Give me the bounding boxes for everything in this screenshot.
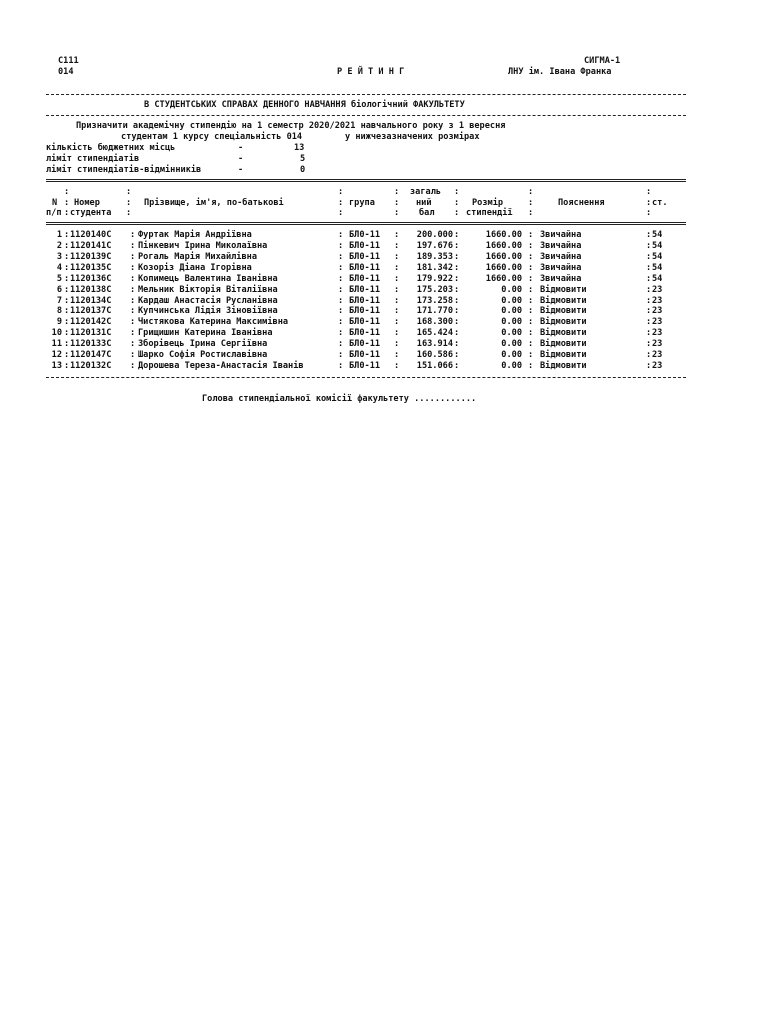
student-id: 1120138С	[70, 284, 112, 295]
scholarship-amount: 1660.00	[485, 230, 522, 241]
row-number: 10	[51, 328, 62, 339]
left-code-2: 014	[58, 66, 74, 77]
column-total-1: загаль	[410, 186, 442, 197]
student-name: Купчинська Лідія Зіновіївна	[138, 306, 278, 317]
scholarship-amount: 1660.00	[485, 252, 522, 263]
scholarship-amount: 0.00	[501, 306, 522, 317]
column-group: група	[349, 197, 375, 208]
header-line-1	[46, 56, 686, 67]
table-header-row-1: : : : : загаль : : :	[64, 186, 652, 197]
decision-note: Звичайна	[540, 273, 582, 284]
student-group: БЛ0-11	[349, 328, 381, 339]
scholarship-amount: 0.00	[501, 284, 522, 295]
table-row: : : : : : : : 10 1120131С Грищишин Катерина Іванівна БЛ0-11 165.424 0.00 Відмовити 23	[46, 328, 686, 339]
column-name: Прізвище, ім'я, по-батькові	[144, 197, 284, 208]
row-number: 12	[51, 350, 62, 361]
column-total-3: бал	[419, 208, 435, 219]
table-header-row-2: N : Номер : Прізвище, ім'я, по-батькові : група : ний : Розмір : Пояснення : ст.	[52, 197, 668, 208]
order-line-2: студентам 1 курсу спеціальність 014 у нижчезазначених розмірах	[121, 132, 480, 143]
status-code: 23	[652, 360, 663, 371]
student-id: 1120131С	[70, 328, 112, 339]
decision-note: Відмовити	[540, 360, 587, 371]
student-name: Мельник Вікторія Віталіївна	[138, 284, 278, 295]
student-group: БЛ0-11	[349, 306, 381, 317]
status-code: 23	[652, 328, 663, 339]
student-id: 1120135С	[70, 262, 112, 273]
student-score: 197.676	[416, 241, 453, 252]
status-code: 54	[652, 273, 663, 284]
column-amount: Розмір	[472, 197, 504, 208]
table-row: : : : : : : : 6 1120138С Мельник Вікторія Віталіївна БЛ0-11 175.203 0.00 Відмовити 23	[46, 285, 686, 296]
column-total-2: ний	[416, 197, 432, 208]
student-id: 1120141С	[70, 241, 112, 252]
student-group: БЛ0-11	[349, 273, 381, 284]
scholarship-amount: 0.00	[501, 295, 522, 306]
decision-note: Відмовити	[540, 339, 587, 350]
status-code: 23	[652, 295, 663, 306]
student-id: 1120139С	[70, 252, 112, 263]
status-code: 23	[652, 284, 663, 295]
student-id: 1120142С	[70, 317, 112, 328]
student-id: 1120134С	[70, 295, 112, 306]
table-row: : : : : : : : 5 1120136С Копимець Валентина Іванівна БЛ0-11 179.922 1660.00 Звичайна 54	[46, 274, 686, 285]
row-number: 11	[51, 339, 62, 350]
student-name: Дорошева Тереза-Анастасія Іванів	[138, 360, 304, 371]
table-row: : : : : : : : 11 1120133С Зборівець Ірина Сергіївна БЛ0-11 163.914 0.00 Відмовити 23	[46, 339, 686, 350]
limit-budget: кількість бюджетних місць - 13	[46, 143, 305, 154]
student-id: 1120137С	[70, 306, 112, 317]
university-name: ЛНУ ім. Івана Франка	[508, 66, 612, 77]
table-header-border	[46, 219, 686, 230]
scholarship-amount: 0.00	[501, 339, 522, 350]
decision-note: Відмовити	[540, 317, 587, 328]
student-score: 171.770	[416, 306, 453, 317]
table-row: : : : : : : : 2 1120141С Пінкевич Ірина Миколаївна БЛ0-11 197.676 1660.00 Звичайна 54	[46, 241, 686, 252]
student-group: БЛ0-11	[349, 295, 381, 306]
student-score: 151.066	[416, 360, 453, 371]
scholarship-amount: 0.00	[501, 317, 522, 328]
decision-note: Відмовити	[540, 295, 587, 306]
student-group: БЛ0-11	[349, 350, 381, 361]
row-number: 4	[56, 262, 62, 273]
row-number: 3	[56, 252, 62, 263]
row-number: 7	[56, 295, 62, 306]
table-row: : : : : : : : 4 1120135С Козоріз Діана Ігорівна БЛ0-11 181.342 1660.00 Звичайна 54	[46, 263, 686, 274]
decision-note: Відмовити	[540, 306, 587, 317]
student-id: 1120140С	[70, 230, 112, 241]
student-group: БЛ0-11	[349, 360, 381, 371]
student-name: Чистякова Катерина Максимівна	[138, 317, 289, 328]
row-number: 9	[56, 317, 62, 328]
student-id: 1120133С	[70, 339, 112, 350]
student-score: 175.203	[416, 284, 453, 295]
decision-note: Звичайна	[540, 252, 582, 263]
student-score: 173.258	[416, 295, 453, 306]
limit-scholars: ліміт стипендіатів - 5	[46, 154, 306, 165]
divider	[46, 89, 686, 100]
student-group: БЛ0-11	[349, 230, 381, 241]
row-number: 13	[51, 360, 62, 371]
column-note: Пояснення	[558, 197, 605, 208]
status-code: 54	[652, 252, 663, 263]
student-id: 1120147С	[70, 350, 112, 361]
scholarship-amount: 1660.00	[485, 241, 522, 252]
table-row: : : : : : : : 3 1120139С Рогаль Марія Михайлівна БЛ0-11 189.353 1660.00 Звичайна 54	[46, 252, 686, 263]
table-row: : : : : : : : 1 1120140С Фуртак Марія Андріївна БЛ0-11 200.000 1660.00 Звичайна 54	[46, 230, 686, 241]
scholarship-amount: 0.00	[501, 328, 522, 339]
scholarship-amount: 0.00	[501, 360, 522, 371]
rating-document	[46, 56, 686, 405]
student-group: БЛ0-11	[349, 284, 381, 295]
status-code: 54	[652, 262, 663, 273]
row-number: 8	[56, 306, 62, 317]
student-score: 181.342	[416, 262, 453, 273]
student-score: 189.353	[416, 252, 453, 263]
order-line-1: Призначити академічну стипендію на 1 семестр 2020/2021 навчального року з 1 вересня	[76, 121, 506, 132]
student-id: 1120136С	[70, 273, 112, 284]
table-row: : : : : : : : 8 1120137С Купчинська Лідія Зіновіївна БЛ0-11 171.770 0.00 Відмовити 23	[46, 306, 686, 317]
student-score: 165.424	[416, 328, 453, 339]
status-code: 23	[652, 350, 663, 361]
table-row: : : : : : : : 9 1120142С Чистякова Катерина Максимівна БЛ0-11 168.300 0.00 Відмовити 23	[46, 317, 686, 328]
table-bottom-border	[46, 372, 686, 383]
right-code: СИГМА-1	[584, 56, 621, 66]
student-group: БЛ0-11	[349, 339, 381, 350]
decision-note: Відмовити	[540, 350, 587, 361]
department-line: В СТУДЕНТСЬКИХ СПРАВАХ ДЕННОГО НАВЧАННЯ біологічний ФАКУЛЬТЕТУ	[144, 99, 465, 110]
status-code: 23	[652, 306, 663, 317]
table-body	[46, 230, 686, 372]
student-score: 200.000	[416, 230, 453, 241]
table-row: : : : : : : : 13 1120132С Дорошева Тереза-Анастасія Іванів БЛ0-11 151.066 0.00 Відмовити 23	[46, 361, 686, 372]
decision-note: Звичайна	[540, 262, 582, 273]
scholarship-amount: 0.00	[501, 350, 522, 361]
student-name: Рогаль Марія Михайлівна	[138, 252, 257, 263]
student-name: Грищишин Катерина Іванівна	[138, 328, 273, 339]
student-name: Фуртак Марія Андріївна	[138, 230, 252, 241]
status-code: 54	[652, 230, 663, 241]
student-name: Шарко Софія Ростиславівна	[138, 350, 268, 361]
status-code: 54	[652, 241, 663, 252]
document-title: Р Е Й Т И Н Г	[337, 66, 405, 77]
student-name: Копимець Валентина Іванівна	[138, 273, 278, 284]
student-group: БЛ0-11	[349, 252, 381, 263]
student-name: Козоріз Діана Ігорівна	[138, 262, 252, 273]
student-score: 160.586	[416, 350, 453, 361]
column-number: Номер	[74, 197, 100, 208]
decision-note: Відмовити	[540, 284, 587, 295]
column-n: N	[52, 197, 58, 208]
student-name: Зборівець Ірина Сергіївна	[138, 339, 268, 350]
student-score: 163.914	[416, 339, 453, 350]
table-row: : : : : : : : 7 1120134С Кардаш Анастасія Русланівна БЛ0-11 173.258 0.00 Відмовити 23	[46, 296, 686, 307]
student-score: 168.300	[416, 317, 453, 328]
table-top-border	[46, 176, 686, 187]
row-number: 6	[56, 284, 62, 295]
student-group: БЛ0-11	[349, 317, 381, 328]
column-st: ст.	[652, 197, 668, 208]
header-line-2	[46, 67, 686, 78]
table-row: : : : : : : : 12 1120147С Шарко Софія Ростиславівна БЛ0-11 160.586 0.00 Відмовити 23	[46, 350, 686, 361]
student-group: БЛ0-11	[349, 262, 381, 273]
student-score: 179.922	[416, 273, 453, 284]
limit-excellent: ліміт стипендіатів-відмінників - 0	[46, 164, 306, 175]
decision-note: Звичайна	[540, 241, 582, 252]
left-code-1: C111	[58, 56, 79, 66]
student-id: 1120132С	[70, 360, 112, 371]
row-number: 2	[56, 241, 62, 252]
decision-note: Звичайна	[540, 230, 582, 241]
student-name: Кардаш Анастасія Русланівна	[138, 295, 278, 306]
row-number: 5	[56, 273, 62, 284]
row-number: 1	[56, 230, 62, 241]
divider	[46, 110, 686, 121]
table-header-row-3: п/п : студента : : : бал : стипендії : :	[46, 208, 652, 219]
column-amount-2: стипендії	[466, 208, 513, 219]
scholarship-amount: 1660.00	[485, 262, 522, 273]
student-group: БЛ0-11	[349, 241, 381, 252]
status-code: 23	[652, 317, 663, 328]
decision-note: Відмовити	[540, 328, 587, 339]
signature-line: Голова стипендіальної комісії факультету ............	[202, 393, 477, 404]
student-name: Пінкевич Ірина Миколаївна	[138, 241, 268, 252]
status-code: 23	[652, 339, 663, 350]
scholarship-amount: 1660.00	[485, 273, 522, 284]
